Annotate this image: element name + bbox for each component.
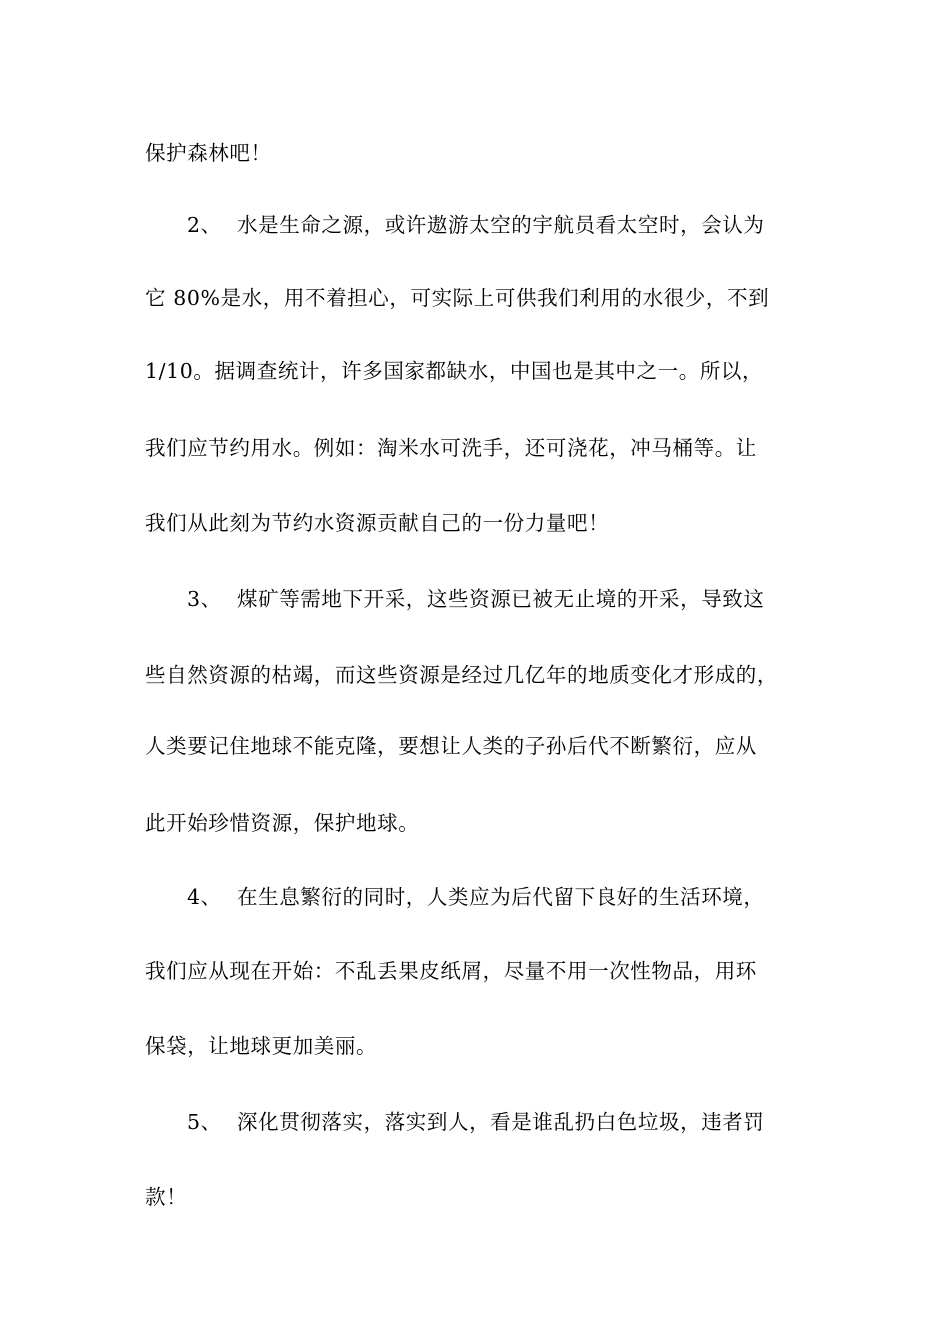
text-line-8 — [145, 660, 845, 690]
text-line-3 — [145, 283, 845, 313]
text-line-10 — [145, 808, 845, 838]
item-number: 5、 — [187, 1110, 222, 1134]
line-text: 保袋，让地球更加美丽。 — [145, 1034, 378, 1058]
text-line-6 — [145, 508, 845, 538]
line-text: 1/10。据调查统计，许多国家都缺水，中国也是其中之一。所以， — [145, 359, 764, 383]
item-2-first-line — [187, 210, 887, 240]
line-text: 人类要记住地球不能克隆，要想让人类的子孙后代不断繁衍，应从 — [145, 734, 757, 758]
text-line-5 — [145, 433, 845, 463]
item-number: 3、 — [187, 587, 222, 611]
line-text: 深化贯彻落实，落实到人，看是谁乱扔白色垃圾，违者罚 — [237, 1110, 765, 1134]
item-number: 2、 — [187, 213, 222, 237]
text-line-15 — [145, 1182, 845, 1212]
line-text: 在生息繁衍的同时，人类应为后代留下良好的生活环境， — [237, 885, 765, 909]
line-text: 我们从此刻为节约水资源贡献自己的一份力量吧！ — [145, 511, 610, 535]
item-3-first-line — [187, 584, 887, 614]
line-text: 它 80%是水，用不着担心，可实际上可供我们利用的水很少，不到 — [145, 286, 770, 310]
text-line-4 — [145, 356, 845, 386]
text-line-12 — [145, 956, 845, 986]
text-line-9 — [145, 731, 845, 761]
text-line-13 — [145, 1031, 845, 1061]
line-text: 此开始珍惜资源，保护地球。 — [145, 811, 420, 835]
item-5-first-line — [187, 1107, 887, 1137]
item-number: 4、 — [187, 885, 222, 909]
line-text: 些自然资源的枯竭，而这些资源是经过几亿年的地质变化才形成的， — [145, 663, 778, 687]
line-text: 保护森林吧！ — [145, 141, 272, 165]
text-line-1 — [145, 138, 845, 168]
line-text: 水是生命之源，或许遨游太空的宇航员看太空时，会认为 — [237, 213, 765, 237]
line-text: 款！ — [145, 1185, 188, 1209]
item-4-first-line — [187, 882, 887, 912]
line-text: 我们应从现在开始：不乱丢果皮纸屑，尽量不用一次性物品，用环 — [145, 959, 757, 983]
line-text: 我们应节约用水。例如：淘米水可洗手，还可浇花，冲马桶等。让 — [145, 436, 757, 460]
line-text: 煤矿等需地下开采，这些资源已被无止境的开采，导致这 — [237, 587, 765, 611]
